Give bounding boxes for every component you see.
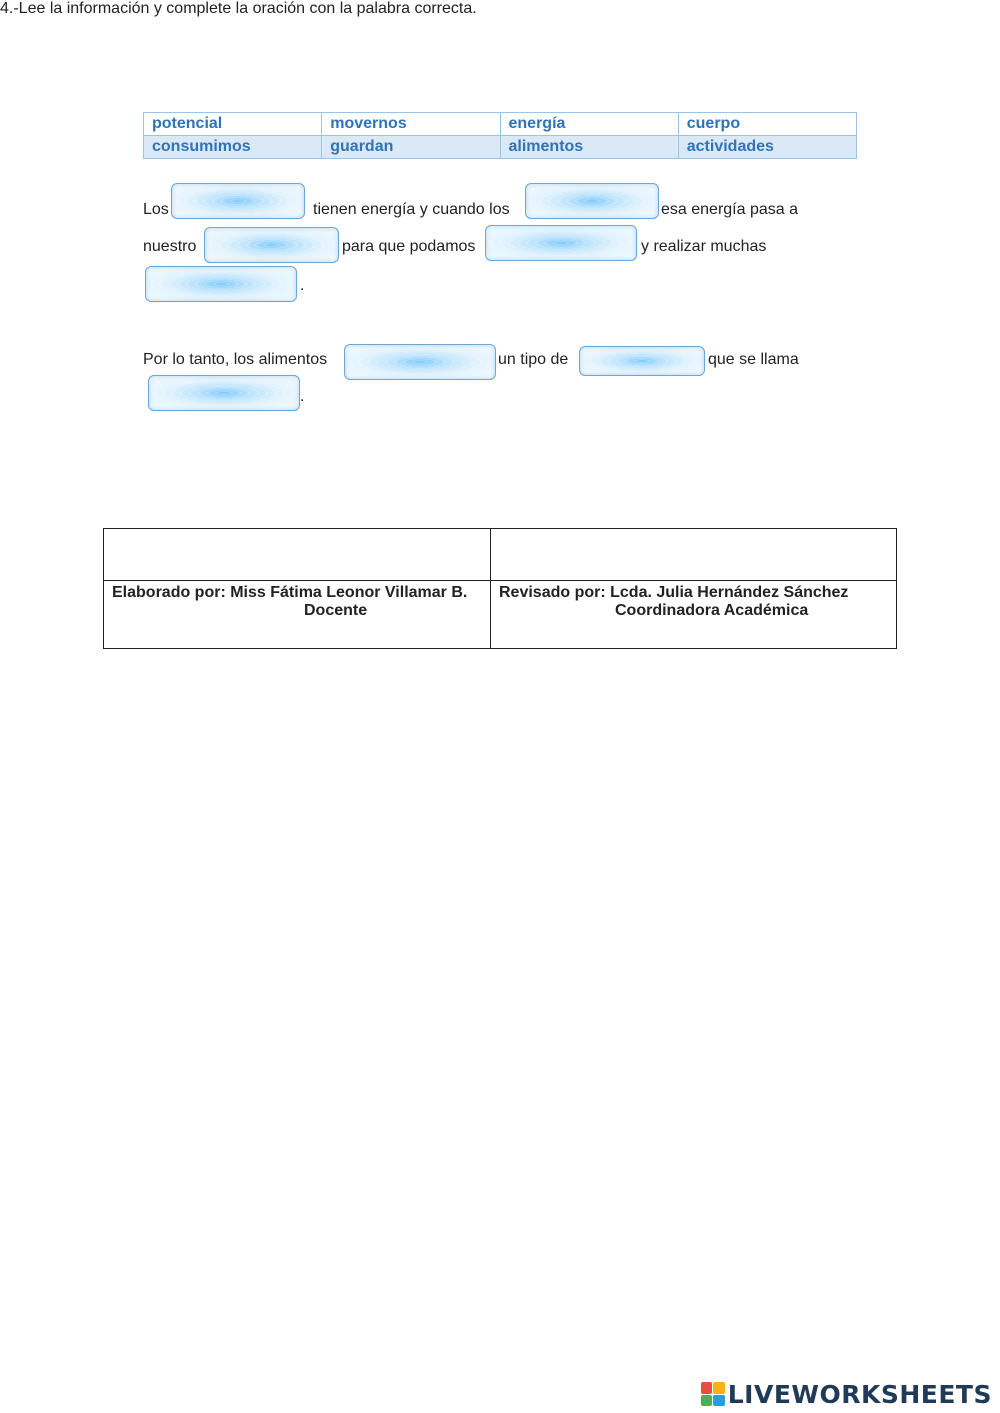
word-bank-row	[144, 136, 857, 159]
sentence-text: .	[300, 388, 305, 405]
sentence-text: .	[300, 277, 305, 294]
answer-blank-3[interactable]	[204, 227, 339, 263]
logo-square	[713, 1395, 725, 1407]
word-bank-cell: alimentos	[500, 136, 678, 159]
answer-blank-2[interactable]	[525, 183, 659, 219]
signature-space-left	[104, 529, 491, 581]
logo-square	[701, 1395, 713, 1407]
reviewed-by-name: Revisado por: Lcda. Julia Hernández Sánchez	[499, 584, 849, 601]
sentence-text: Por lo tanto, los alimentos	[143, 351, 328, 368]
answer-blank-1[interactable]	[171, 183, 305, 219]
prepared-by-name: Elaborado por: Miss Fátima Leonor Villamar B.	[112, 584, 468, 601]
answer-blank-5[interactable]	[145, 266, 297, 302]
reviewed-by-cell	[491, 581, 897, 649]
sentence-text: un tipo de	[498, 351, 569, 368]
signature-table	[103, 528, 897, 649]
sentence-text: que se llama	[708, 351, 799, 368]
liveworksheets-logo-icon	[701, 1382, 725, 1406]
word-bank-cell: consumimos	[144, 136, 322, 159]
word-bank-cell: energía	[500, 113, 678, 136]
word-bank-cell: cuerpo	[678, 113, 856, 136]
sentence-text: Los	[143, 201, 169, 218]
signature-names-row	[104, 581, 897, 649]
word-bank-row	[144, 113, 857, 136]
word-bank-cell: actividades	[678, 136, 856, 159]
prepared-by-role: Docente	[304, 602, 368, 619]
sentence-text: esa energía pasa a	[661, 201, 798, 218]
signature-space-right	[491, 529, 897, 581]
liveworksheets-logo	[701, 1381, 992, 1407]
reviewed-by-role: Coordinadora Académica	[615, 602, 809, 619]
liveworksheets-logo-text: LIVEWORKSHEETS	[727, 1379, 992, 1409]
answer-blank-8[interactable]	[148, 375, 300, 411]
word-bank-cell: potencial	[144, 113, 322, 136]
word-bank-cell: guardan	[322, 136, 500, 159]
logo-square	[701, 1382, 713, 1394]
logo-square	[713, 1382, 725, 1394]
answer-blank-6[interactable]	[344, 344, 496, 380]
word-bank-table	[143, 112, 857, 159]
answer-blank-7[interactable]	[579, 346, 705, 376]
prepared-by-cell	[104, 581, 491, 649]
sentence-text: tienen energía y cuando los	[313, 201, 510, 218]
sentence-text: nuestro	[143, 238, 197, 255]
word-bank-cell: movernos	[322, 113, 500, 136]
exercise-instruction: 4.-Lee la información y complete la oración con la palabra correcta.	[0, 0, 477, 17]
signature-blank-row	[104, 529, 897, 581]
answer-blank-4[interactable]	[485, 225, 637, 261]
sentence-text: y realizar muchas	[641, 238, 767, 255]
sentence-text: para que podamos	[342, 238, 476, 255]
